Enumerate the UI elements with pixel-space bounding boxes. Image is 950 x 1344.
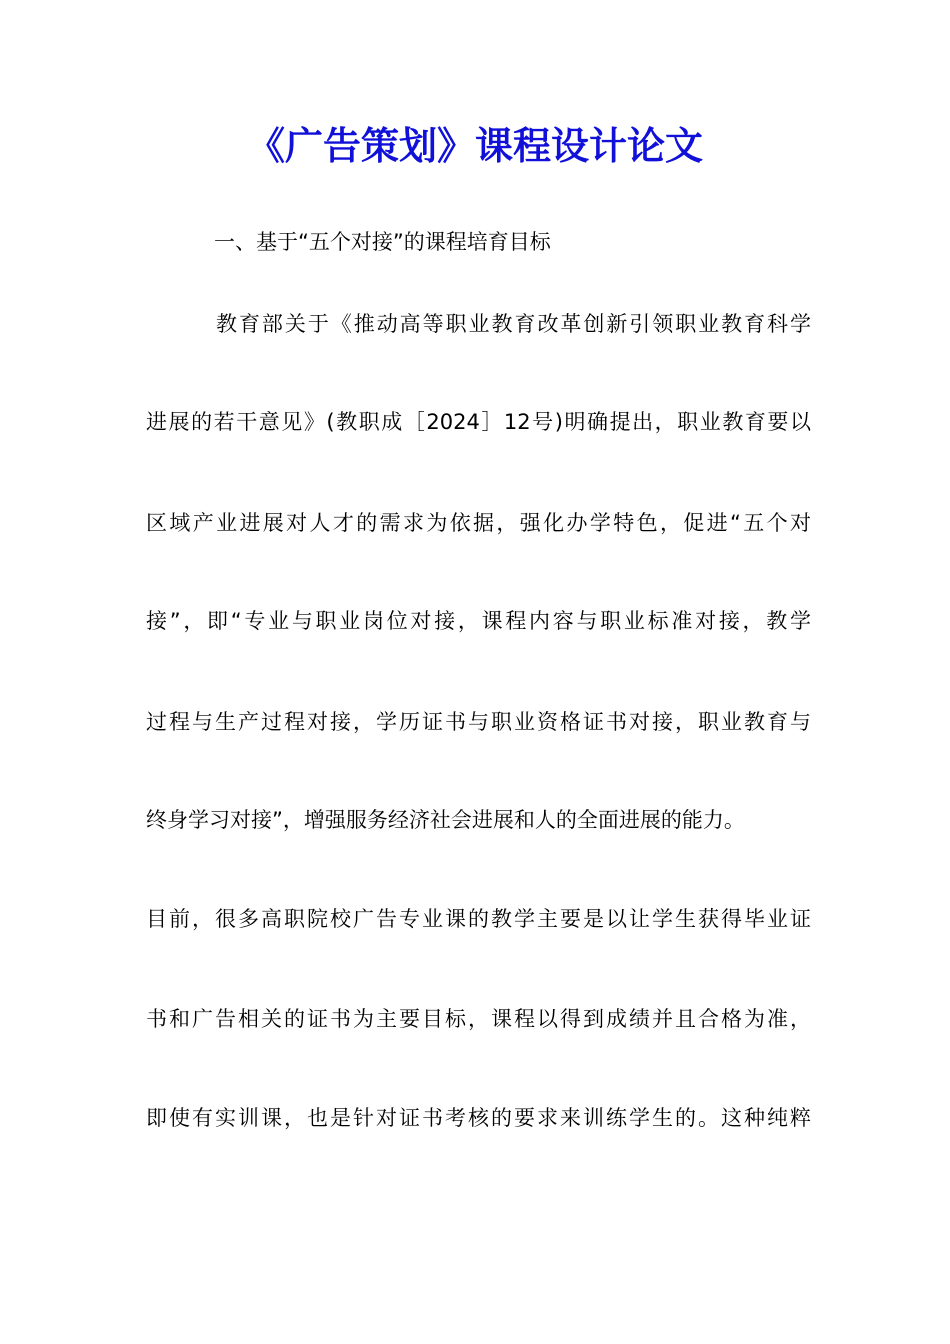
paragraph-line: 书和广告相关的证书为主要目标，课程以得到成绩并且合格为准， — [146, 1007, 811, 1031]
paragraph-line: 过程与生产过程对接，学历证书与职业资格证书对接，职业教育与 — [146, 710, 811, 734]
paragraph-line: 区域产业进展对人才的需求为依据，强化办学特色，促进“五个对 — [146, 511, 811, 535]
paragraph-line: 教育部关于《推动高等职业教育改革创新引领职业教育科学 — [216, 312, 811, 336]
section-heading: 一、基于“五个对接”的课程培育目标 — [214, 230, 551, 254]
paragraph-line: 进展的若干意见》(教职成［2024］12号)明确提出，职业教育要以 — [146, 410, 811, 434]
paragraph-line: 终身学习对接”，增强服务经济社会进展和人的全面进展的能力。 — [146, 808, 745, 832]
paragraph-line: 接”，即“专业与职业岗位对接，课程内容与职业标准对接，教学 — [146, 609, 811, 633]
document-title: 《广告策划》课程设计论文 — [246, 123, 703, 168]
paragraph-line: 即使有实训课，也是针对证书考核的要求来训练学生的。这种纯粹 — [146, 1106, 811, 1130]
paragraph-line: 目前，很多高职院校广告专业课的教学主要是以让学生获得毕业证 — [146, 907, 811, 931]
